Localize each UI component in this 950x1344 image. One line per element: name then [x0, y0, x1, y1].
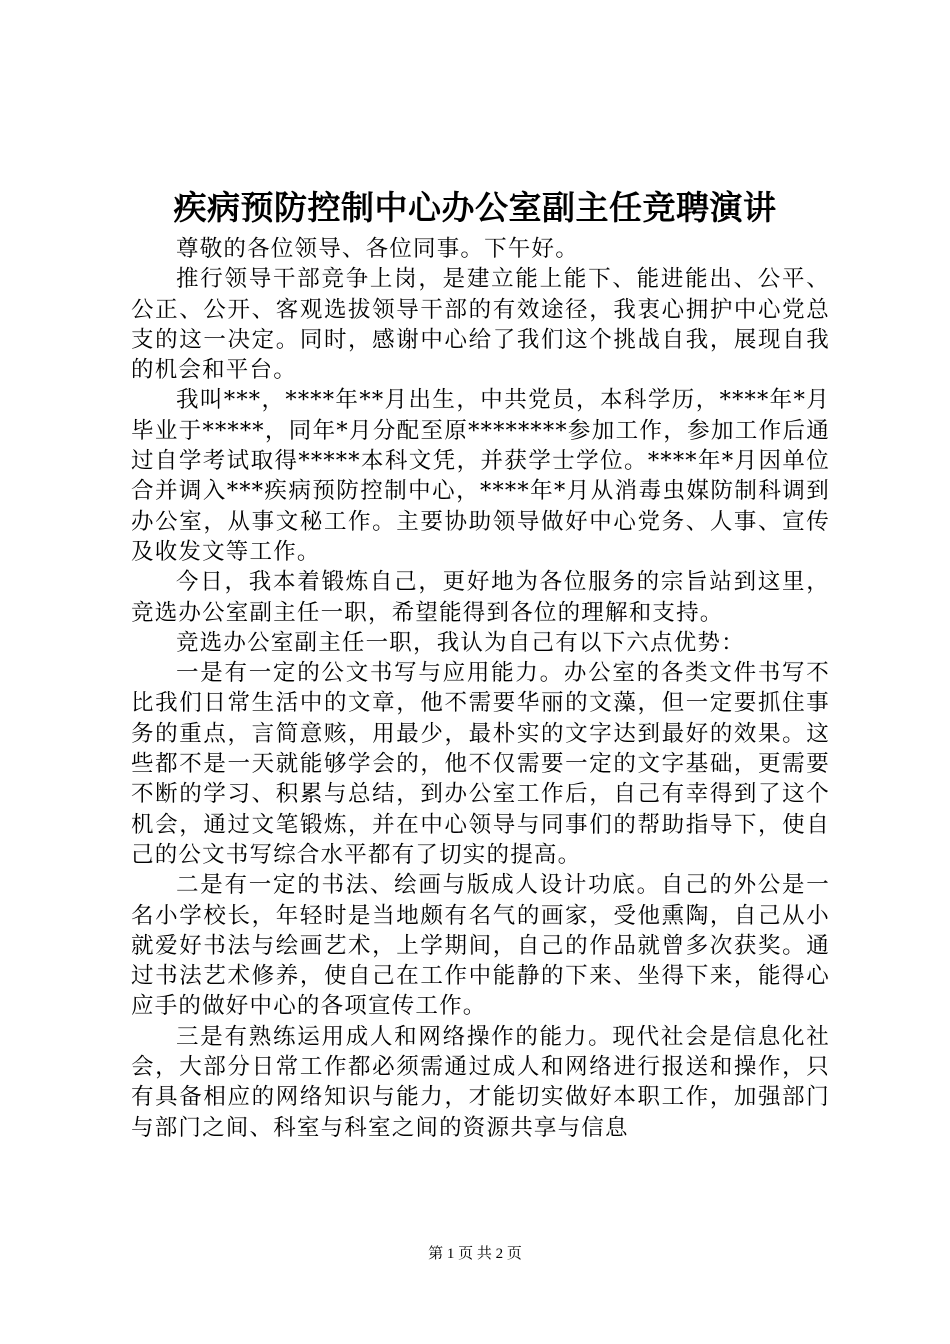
paragraph-advantages-lead: 竞选办公室副主任一职，我认为自己有以下六点优势： [176, 629, 745, 656]
paragraph-greeting: 尊敬的各位领导、各位同事。下午好。 [176, 236, 579, 262]
paragraph-advantage-three: 三是有熟练运用成人和网络操作的能力。现代社会是信息化社会，大部分日常工作都必须需通过成人和网络进行报送和操作，只有具备相应的网络知识与能力，才能切实做好本职工作，加强部门与部门之间、科室与科室之间的资源共享与信息 [131, 1023, 830, 1141]
paragraph-advantage-one: 一是有一定的公文书写与应用能力。办公室的各类文件书写不比我们日常生活中的文章，他不需要华丽的文藻，但一定要抓住事务的重点，言简意赅，用最少，最朴实的文字达到最好的效果。这些都不是一天就能够学会的，他不仅需要一定的文字基础，更需要不断的学习、积累与总结，到办公室工作后，自己有幸得到了这个机会，通过文笔锻炼，并在中心领导与同事们的帮助指导下，使自己的公文书写综合水平都有了切实的提高。 [131, 660, 830, 868]
paragraph-purpose: 今日，我本着锻炼自己，更好地为各位服务的宗旨站到这里，竞选办公室副主任一职，希望能得到各位的理解和支持。 [131, 569, 830, 626]
document-title: 疾病预防控制中心办公室副主任竞聘演讲 [173, 188, 777, 227]
paragraph-self-introduction: 我叫***，****年**月出生，中共党员，本科学历，****年*月毕业于*****，同年*月分配至原********参加工作，参加工作后通过自学考试取得*****本科文凭，并获学士学位。****年*月因单位合并调入***疾病预防控制中心，****年*月从消毒虫媒防制科调到办公室，从事文秘工作。主要协助领导做好中心党务、人事、宣传及收发文等工作。 [131, 387, 830, 565]
document-body [131, 234, 830, 1143]
page-number-footer: 第 1 页 共 2 页 [428, 1246, 522, 1262]
paragraph-intro: 推行领导干部竞争上岗，是建立能上能下、能进能出、公平、公正、公开、客观选拔领导干部的有效途径，我衷心拥护中心党总支的这一决定。同时，感谢中心给了我们这个挑战自我，展现自我的机会和平台。 [131, 266, 830, 384]
paragraph-advantage-two: 二是有一定的书法、绘画与版成人设计功底。自己的外公是一名小学校长，年轻时是当地颇有名气的画家，受他熏陶，自己从小就爱好书法与绘画艺术，上学期间，自己的作品就曾多次获奖。通过书法艺术修养，使自己在工作中能静的下来、坐得下来，能得心应手的做好中心的各项宣传工作。 [131, 872, 830, 1020]
